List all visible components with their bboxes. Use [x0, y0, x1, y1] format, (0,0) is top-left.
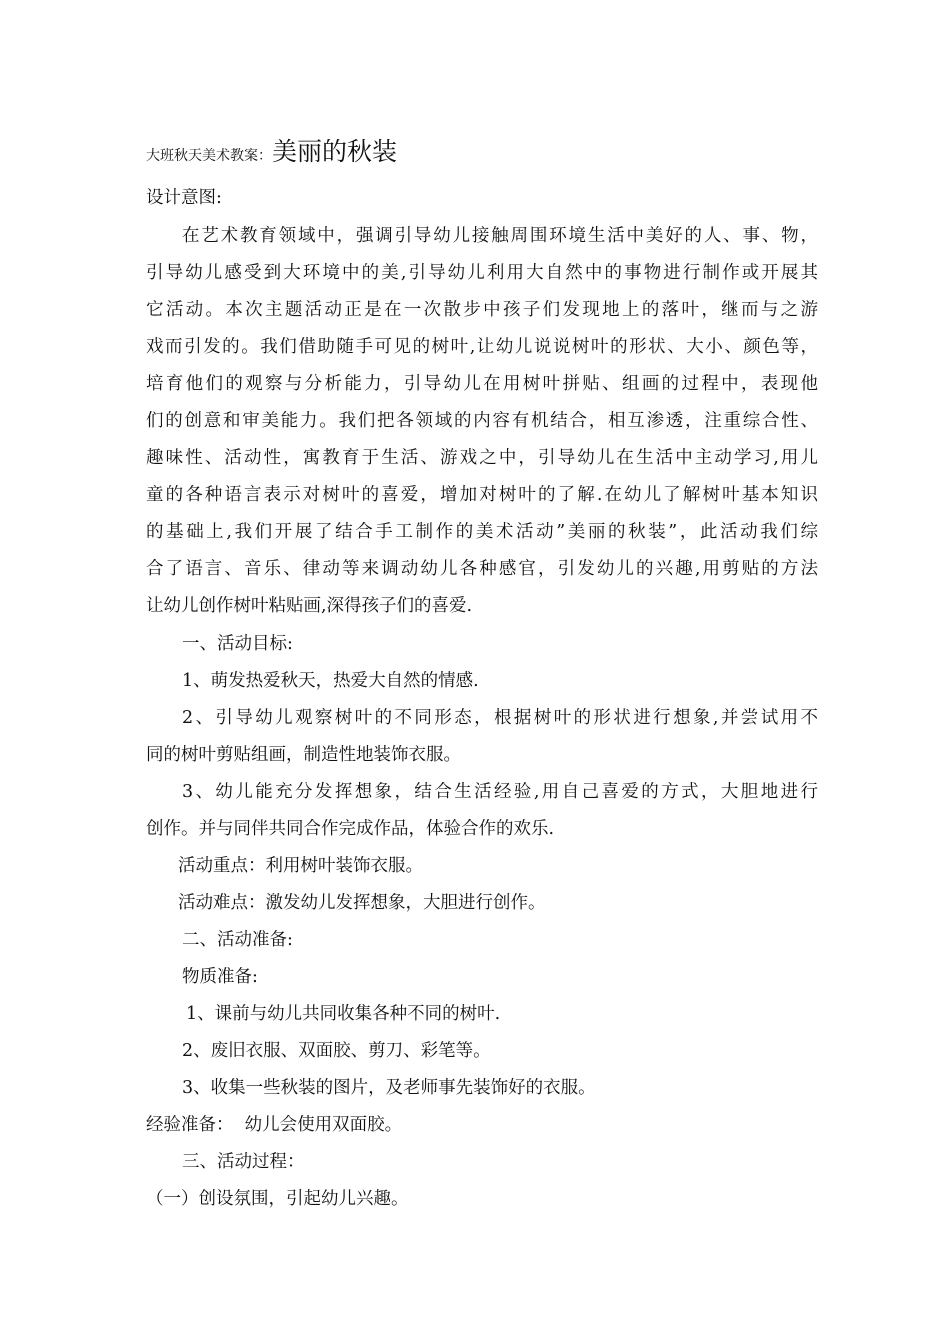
process-heading: 三、活动过程： [182, 1152, 305, 1172]
goal-item: 3、幼儿能充分发挥想象，结合生活经验,用自己喜爱的方式，大胆地进行 [182, 782, 818, 802]
paragraph-line: 引导幼儿感受到大环境中的美,引导幼儿利用大自然中的事物进行制作或开展其 [146, 263, 818, 283]
design-intent-heading: 设计意图: [146, 188, 222, 208]
preparation-heading: 二、活动准备: [182, 930, 293, 950]
prep-item: 2、废旧衣服、双面胶、剪刀、彩笔等。 [182, 1041, 491, 1061]
paragraph-line: 们的创意和审美能力。我们把各领域的内容有机结合，相互渗透，注重综合性、 [146, 411, 818, 431]
experience-prep: 经验准备： 幼儿会使用双面胶。 [146, 1115, 403, 1135]
title-main: 美丽的秋装 [272, 137, 398, 166]
material-heading: 物质准备: [182, 967, 258, 987]
goal-item: 2、引导幼儿观察树叶的不同形态，根据树叶的形状进行想象,并尝试用不 [182, 708, 818, 728]
process-step: （一）创设氛围，引起幼儿兴趣。 [146, 1189, 409, 1209]
paragraph-line: 童的各种语言表示对树叶的喜爱，增加对树叶的了解.在幼儿了解树叶基本知识 [146, 485, 818, 505]
goal-item: 1、萌发热爱秋天，热爱大自然的情感. [182, 671, 479, 691]
difficulty-point: 活动难点：激发幼儿发挥想象，大胆进行创作。 [178, 893, 546, 913]
goal-item-continued: 创作。并与同伴共同合作完成作品，体验合作的欢乐. [146, 819, 555, 839]
goal-item-continued: 同的树叶剪贴组画，制造性地装饰衣服。 [146, 745, 461, 765]
paragraph-line: 趣味性、活动性，寓教育于生活、游戏之中，引导幼儿在生活中主动学习,用儿 [146, 448, 818, 468]
paragraph-line: 培育他们的观察与分析能力，引导幼儿在用树叶拼贴、组画的过程中，表现他 [146, 374, 818, 394]
key-point: 活动重点：利用树叶装饰衣服。 [178, 856, 423, 876]
paragraph-line: 在艺术教育领域中，强调引导幼儿接触周围环境生活中美好的人、事、物， [182, 226, 818, 246]
prep-item: 3、收集一些秋装的图片，及老师事先装饰好的衣服。 [182, 1078, 596, 1098]
paragraph-line: 它活动。本次主题活动正是在一次散步中孩子们发现地上的落叶，继而与之游 [146, 300, 818, 320]
goals-heading: 一、活动目标: [182, 634, 293, 654]
prep-item: 1、课前与幼儿共同收集各种不同的树叶. [186, 1004, 501, 1024]
paragraph-line: 的基础上,我们开展了结合手工制作的美术活动”美丽的秋装”，此活动我们综 [146, 522, 818, 542]
title-prefix: 大班秋天美术教案： [146, 148, 272, 164]
paragraph-line: 戏而引发的。我们借助随手可见的树叶,让幼儿说说树叶的形状、大小、颜色等， [146, 337, 818, 357]
paragraph-line: 合了语言、音乐、律动等来调动幼儿各种感官，引发幼儿的兴趣,用剪贴的方法 [146, 559, 818, 579]
paragraph-line: 让幼儿创作树叶粘贴画,深得孩子们的喜爱. [146, 596, 473, 616]
document-title [146, 132, 397, 168]
